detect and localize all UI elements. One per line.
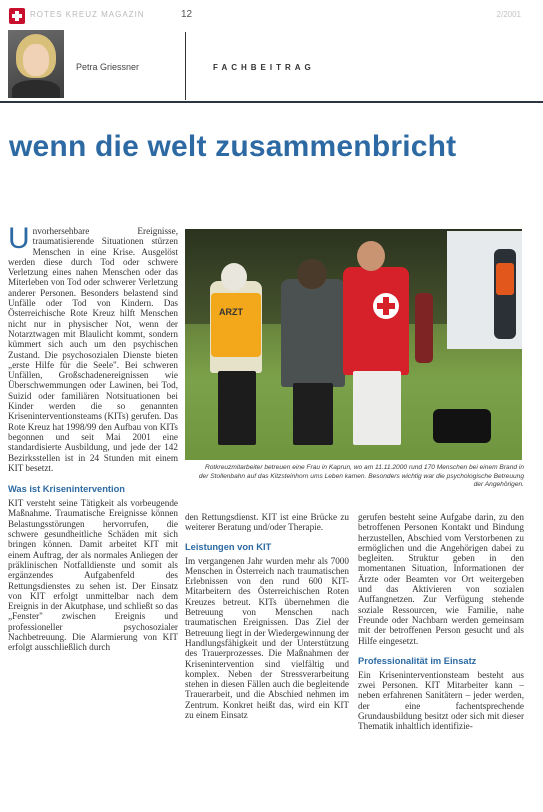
body-paragraph: Ein Kriseninterventionsteam besteht aus zwei Personen. KIT Mitarbeiter kann – neben erfahrenen Sanitätern – jeder werden, der eine fachentsprechende Grundausbildung besitzt oder sich mit dieser Thematik inhaltlich identifizie- <box>358 669 524 732</box>
body-paragraph: Im vergangenen Jahr wurden mehr als 7000 Menschen in Österreich nach traumatischen Erlebnissen von den rund 600 KIT-Mitarbeitern des Österreichischen Roten Kreuzes betreut. KITs übernehmen die Betreuung von Menschen nach traumatischen Ereignissen. Das Ziel der Betreuung liegt in der Wiedergewinnung der Handlungsfähigkeit und der Unterstützung des Trauerprozesses. Die Maßnahmen der Krisenintervention sind vielfältig und komplex. Neben der Stressverarbeitung stehen in diesen Fällen auch die begleitende Trauerarbeit, und die Abschied nehmen im Zentrum. Konkret heißt das, wird ein KIT zu einem Einsatz <box>185 555 349 721</box>
photo-background-vest <box>496 263 514 295</box>
page-header <box>0 0 543 28</box>
page-number: 12 <box>181 9 193 20</box>
photo-medical-bag <box>433 409 491 443</box>
photo-paramedic-legs <box>353 371 401 445</box>
lead-paragraph: Unvorhersehbare Ereignisse, traumatisierende Situationen stürzen Menschen in eine Krise. Ausgelöst werden diese durch Tod oder schwere Verletzung eines nahen Menschen oder das Miterleben von Tod oder schwerer Verletzung anderer Personen. Besonders belastend sind Unfälle oder Tod von Kindern. Das Österreichische Rote Kreuz hilft Menschen nicht nur in physischer Not, wenn der Notarztwagen mit Blaulicht kommt, sondern kümmert sich auch um den psychischen Zustand. Die psychosozialen Dienste bieten „erste Hilfe für die Seele". Bei schweren Unfällen, Großschadenereignissen wie Überschwemmungen oder Lawinen, bei Tod, Suizid oder familiären Notsituationen bei Kinder werden die so genannten Kriseninterventionsteams (KITs) gerufen. Das Rote Kreuz hat 1998/99 den Aufbau von KITs begonnen und seit Mai 2001 eine standardisierte Ausbildung, und jede der 142 Bezirksstellen ist in 24 Stunden mit einem KIT besetzt. <box>8 222 178 473</box>
section-label: FACHBEITRAG <box>213 63 315 72</box>
photo-doctor-vest <box>211 293 261 357</box>
photo-paramedic-head <box>357 241 385 271</box>
photo-woman-legs <box>293 383 333 445</box>
photo-doctor-head <box>221 263 247 291</box>
photo-paramedic <box>343 267 409 375</box>
photo-woman-head <box>297 259 327 289</box>
body-paragraph: KIT versteht seine Tätigkeit als vorbeugende Maßnahme. Traumatische Ereignisse können Belastungsstörungen hervorrufen, die schwere gesundheitliche Schäden mit sich bringen können. Damit arbeitet KIT mit einem Auftrag, der als normales Anliegen der präklinischen Notfalldienste und somit als ergänzendes Aufgabenfeld des Rettungsdienstes zu sehen ist. Der Einsatz von KIT erfolgt unmittelbar nach dem Ereignis in der Akutphase, und schließt so das „Fenster" zwischen Ereignis und professioneller psychosozialer Nachbetreuung. Die Alarmierung von KIT erfolgt ausschließlich durch <box>8 498 178 653</box>
subhead-professionalitaet: Professionalität im Einsatz <box>358 655 477 666</box>
subhead-krisenintervention: Was ist Krisenintervention <box>8 484 125 495</box>
photo-vest-label: ARZT <box>219 307 243 317</box>
photo-doctor-legs <box>218 371 256 445</box>
subhead-leistungen: Leistungen von KIT <box>185 541 272 552</box>
body-paragraph: gerufen besteht seine Aufgabe darin, zu den betroffenen Personen Kontakt und Bindung herzustellen, Abschied vom Verstorbenen zu ermöglichen und die Angehörigen dabei zu begleiten. Struktur geben in den momentanen Situation, Informationen der Ärzte oder Beamten vor Ort weitergeben und das Aktivieren von sozialen Auffangnetzen. Zur Verfügung stehende soziale Ressourcen, wie Familie, nahe Freunde oder Nachbarn werden gemeinsam mit der betroffenen Person gesucht und als Hilfe eingesetzt. <box>358 512 524 646</box>
photo-caption: Rotkreuzmitarbeiter betreuen eine Frau in Kaprun, wo am 11.11.2000 rund 170 Menschen bei einem Brand in der Stollenbahn auf das Kitzsteinhorn ums Leben kamen. Besonders wichtig war die psychologische Betreuung der Angehörigen. <box>198 464 524 488</box>
author-name: Petra Griessner <box>76 62 140 72</box>
red-cross-emblem-icon <box>373 293 399 319</box>
header-divider <box>185 32 186 100</box>
photo-background-person <box>415 293 433 363</box>
article-photo <box>185 229 522 460</box>
article-column-1 <box>8 222 178 653</box>
author-portrait <box>8 30 64 98</box>
article-column-3 <box>358 512 524 732</box>
article-headline: wenn die welt zusammenbricht <box>9 130 457 163</box>
magazine-issue: 2/2001 <box>496 10 521 19</box>
red-cross-logo-icon <box>9 8 25 24</box>
article-column-2 <box>185 512 349 720</box>
photo-woman <box>281 279 345 387</box>
magazine-title: ROTES KREUZ MAGAZIN <box>30 10 145 19</box>
body-paragraph: den Rettungsdienst. KIT ist eine Brücke zu weiterer Beratung und/oder Therapie. <box>185 512 349 533</box>
header-rule <box>0 101 543 103</box>
